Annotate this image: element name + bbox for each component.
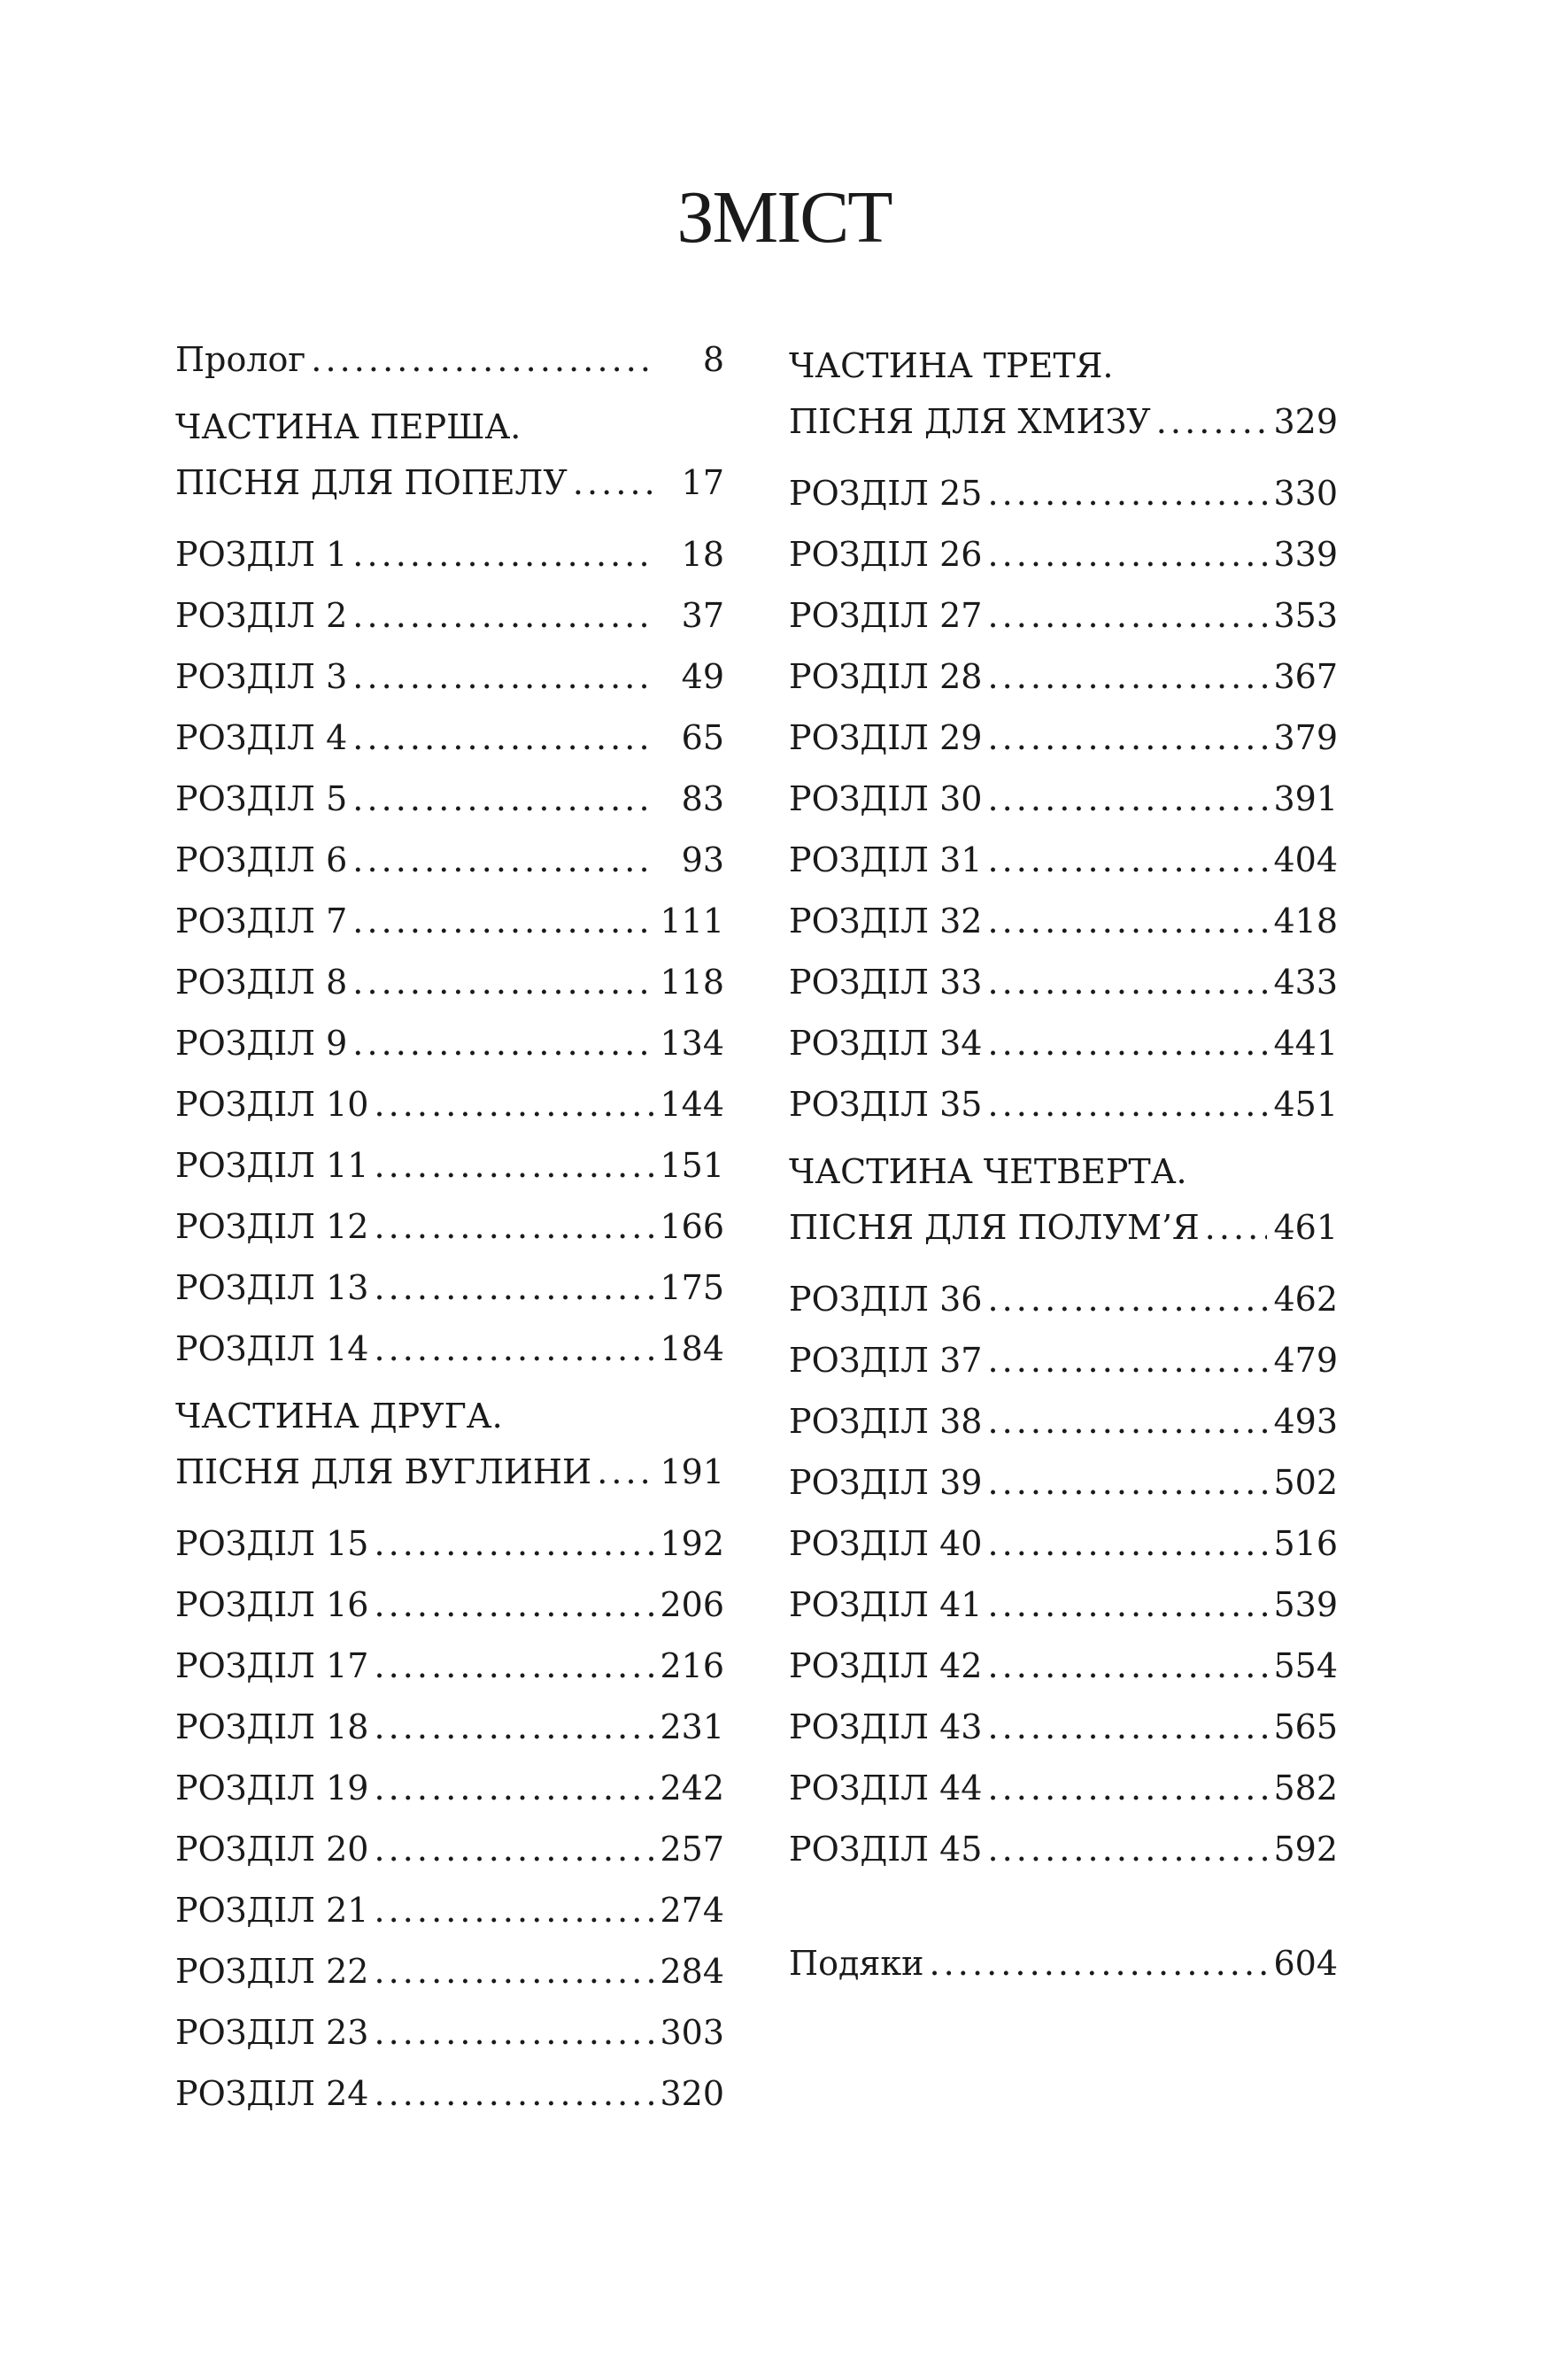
entry-label: ПІСНЯ ДЛЯ ПОПЕЛУ <box>175 463 568 502</box>
toc-entry[interactable] <box>789 1513 1338 1575</box>
entry-label: РОЗДІЛ 32 <box>789 902 983 940</box>
dot-leader <box>374 1074 653 1135</box>
toc-entry[interactable] <box>175 524 724 585</box>
page-number: 441 <box>1273 1024 1338 1063</box>
dot-leader <box>374 1819 653 1880</box>
entry-label: РОЗДІЛ 28 <box>789 657 983 696</box>
toc-entry[interactable] <box>175 1636 724 1697</box>
dot-leader <box>987 830 1267 891</box>
dot-leader <box>573 453 653 514</box>
toc-entry[interactable] <box>175 891 724 952</box>
part-spacer <box>789 1258 1338 1269</box>
toc-entry[interactable] <box>175 830 724 891</box>
entry-label: РОЗДІЛ 20 <box>175 1830 369 1869</box>
dot-leader <box>352 585 653 646</box>
toc-entry[interactable] <box>175 585 724 646</box>
entry-label: РОЗДІЛ 33 <box>789 963 983 1002</box>
page-number: 592 <box>1273 1830 1338 1869</box>
toc-entry[interactable] <box>175 1013 724 1074</box>
dot-leader <box>352 952 653 1013</box>
toc-entry[interactable] <box>175 1819 724 1880</box>
entry-label: РОЗДІЛ 25 <box>789 474 983 513</box>
page-number: 175 <box>660 1268 724 1307</box>
page-number: 451 <box>1273 1085 1338 1124</box>
toc-entry[interactable] <box>175 1258 724 1319</box>
part-heading: ЧАСТИНА ЧЕТВЕРТА. <box>789 1152 1187 1191</box>
entry-label: РОЗДІЛ 45 <box>789 1830 983 1869</box>
toc-entry[interactable] <box>175 1513 724 1575</box>
dot-leader <box>1205 1197 1267 1258</box>
entry-label: РОЗДІЛ 16 <box>175 1585 369 1624</box>
page-number: 418 <box>1273 902 1338 940</box>
dot-leader <box>374 1697 653 1758</box>
toc-entry[interactable] <box>789 1575 1338 1636</box>
page-number: 134 <box>660 1024 724 1063</box>
entry-label: РОЗДІЛ 8 <box>175 963 348 1002</box>
toc-entry[interactable] <box>789 463 1338 524</box>
entry-label: Подяки <box>789 1944 924 1983</box>
toc-part-entry[interactable] <box>175 1442 724 1503</box>
entry-label: РОЗДІЛ 40 <box>789 1524 983 1563</box>
page-number: 111 <box>660 902 724 940</box>
dot-leader <box>374 2002 653 2063</box>
page-number: 49 <box>681 657 724 696</box>
toc-entry[interactable] <box>789 585 1338 646</box>
entry-label: РОЗДІЛ 18 <box>175 1707 369 1746</box>
page-number: 461 <box>1273 1208 1338 1247</box>
entry-label: ПІСНЯ ДЛЯ ПОЛУМ’Я <box>789 1208 1200 1247</box>
entry-label: РОЗДІЛ 24 <box>175 2074 369 2113</box>
dot-leader <box>987 1074 1267 1135</box>
page-number: 493 <box>1273 1402 1338 1441</box>
page-number: 565 <box>1273 1707 1338 1746</box>
toc-entry[interactable] <box>789 891 1338 952</box>
part-heading: ЧАСТИНА ДРУГА. <box>175 1397 503 1436</box>
dot-leader <box>987 1758 1267 1819</box>
dot-leader <box>374 1941 653 2002</box>
page-number: 391 <box>1273 779 1338 818</box>
entry-label: РОЗДІЛ 1 <box>175 535 348 574</box>
entry-label: РОЗДІЛ 42 <box>789 1646 983 1685</box>
dot-leader <box>987 463 1267 524</box>
toc-entry[interactable] <box>175 1575 724 1636</box>
entry-label: РОЗДІЛ 15 <box>175 1524 369 1563</box>
entry-label: РОЗДІЛ 11 <box>175 1146 369 1185</box>
toc-entry[interactable] <box>789 769 1338 830</box>
entry-label: РОЗДІЛ 38 <box>789 1402 983 1441</box>
part-heading: ЧАСТИНА ТРЕТЯ. <box>789 346 1114 385</box>
dot-leader <box>987 1697 1267 1758</box>
dot-leader <box>374 1575 653 1636</box>
page-number: 367 <box>1273 657 1338 696</box>
page-number: 284 <box>660 1952 724 1991</box>
toc-left-column <box>175 329 724 2125</box>
dot-leader <box>352 769 653 830</box>
dot-leader <box>352 646 653 708</box>
entry-label: РОЗДІЛ 7 <box>175 902 348 940</box>
toc-entry[interactable] <box>175 1319 724 1380</box>
entry-label: РОЗДІЛ 31 <box>789 840 983 879</box>
toc-entry[interactable] <box>789 1636 1338 1697</box>
entry-label: РОЗДІЛ 21 <box>175 1891 369 1930</box>
toc-entry[interactable] <box>789 1933 1338 1994</box>
entry-label: РОЗДІЛ 2 <box>175 596 348 635</box>
toc-entry[interactable] <box>789 1391 1338 1452</box>
entry-label: РОЗДІЛ 34 <box>789 1024 983 1063</box>
page-number: 184 <box>660 1329 724 1368</box>
toc-entry[interactable] <box>175 1135 724 1196</box>
dot-leader <box>352 830 653 891</box>
toc-entry[interactable] <box>175 1074 724 1135</box>
page-number: 604 <box>1273 1944 1338 1983</box>
part-spacer <box>175 1503 724 1513</box>
part-spacer <box>789 453 1338 463</box>
toc-entry[interactable] <box>789 1819 1338 1880</box>
entry-label: РОЗДІЛ 41 <box>789 1585 983 1624</box>
entry-label: РОЗДІЛ 9 <box>175 1024 348 1063</box>
toc-entry[interactable] <box>789 708 1338 769</box>
dot-leader <box>987 952 1267 1013</box>
page-number: 539 <box>1273 1585 1338 1624</box>
dot-leader <box>374 1758 653 1819</box>
dot-leader <box>987 1513 1267 1575</box>
page-number: 37 <box>681 596 724 635</box>
page-number: 242 <box>660 1769 724 1807</box>
dot-leader <box>374 1258 653 1319</box>
part-spacer <box>175 514 724 524</box>
entry-label: РОЗДІЛ 14 <box>175 1329 369 1368</box>
entry-label: РОЗДІЛ 6 <box>175 840 348 879</box>
toc-entry[interactable] <box>175 2002 724 2063</box>
page-number: 206 <box>660 1585 724 1624</box>
page-number: 582 <box>1273 1769 1338 1807</box>
dot-leader <box>987 1013 1267 1074</box>
dot-leader <box>929 1933 1267 1994</box>
entry-label: РОЗДІЛ 22 <box>175 1952 369 1991</box>
toc-part-entry[interactable] <box>789 391 1338 453</box>
entry-label: РОЗДІЛ 3 <box>175 657 348 696</box>
dot-leader <box>987 1575 1267 1636</box>
toc-entry[interactable] <box>789 524 1338 585</box>
entry-label: РОЗДІЛ 26 <box>789 535 983 574</box>
section-spacer <box>789 1880 1338 1933</box>
page-number: 516 <box>1273 1524 1338 1563</box>
dot-leader <box>987 708 1267 769</box>
entry-label: РОЗДІЛ 39 <box>789 1463 983 1502</box>
page-number: 379 <box>1273 718 1338 757</box>
page-number: 144 <box>660 1085 724 1124</box>
dot-leader <box>374 1319 653 1380</box>
dot-leader <box>352 891 653 952</box>
entry-label: РОЗДІЛ 43 <box>789 1707 983 1746</box>
dot-leader <box>987 1391 1267 1452</box>
toc-entry[interactable] <box>175 952 724 1013</box>
entry-label: РОЗДІЛ 13 <box>175 1268 369 1307</box>
page-number: 330 <box>1273 474 1338 513</box>
page-number: 303 <box>660 2013 724 2052</box>
toc-entry[interactable] <box>175 769 724 830</box>
toc-entry[interactable] <box>175 1880 724 1941</box>
toc-entry[interactable] <box>789 1269 1338 1330</box>
dot-leader <box>374 1196 653 1258</box>
entry-label: РОЗДІЛ 35 <box>789 1085 983 1124</box>
toc-entry[interactable] <box>789 1330 1338 1391</box>
page-number: 257 <box>660 1830 724 1869</box>
page-number: 93 <box>681 840 724 879</box>
page-number: 329 <box>1273 402 1338 441</box>
entry-label: РОЗДІЛ 36 <box>789 1280 983 1319</box>
page-number: 65 <box>681 718 724 757</box>
toc-right-column <box>789 329 1338 1994</box>
dot-leader <box>597 1442 653 1503</box>
page-number: 8 <box>702 340 724 379</box>
page-number: 320 <box>660 2074 724 2113</box>
page-number: 151 <box>660 1146 724 1185</box>
dot-leader <box>352 524 653 585</box>
page-number: 216 <box>660 1646 724 1685</box>
toc-entry[interactable] <box>789 830 1338 891</box>
dot-leader <box>987 1330 1267 1391</box>
page-number: 353 <box>1273 596 1338 635</box>
dot-leader <box>374 1636 653 1697</box>
toc-entry[interactable] <box>175 329 724 391</box>
page-number: 502 <box>1273 1463 1338 1502</box>
page-number: 433 <box>1273 963 1338 1002</box>
toc-entry[interactable] <box>175 1697 724 1758</box>
entry-label: РОЗДІЛ 30 <box>789 779 983 818</box>
dot-leader <box>987 1636 1267 1697</box>
toc-entry[interactable] <box>789 1452 1338 1513</box>
dot-leader <box>374 1135 653 1196</box>
dot-leader <box>987 891 1267 952</box>
dot-leader <box>374 1513 653 1575</box>
entry-label: РОЗДІЛ 29 <box>789 718 983 757</box>
toc-entry[interactable] <box>789 1013 1338 1074</box>
dot-leader <box>374 1880 653 1941</box>
entry-label: РОЗДІЛ 12 <box>175 1207 369 1246</box>
page-number: 479 <box>1273 1341 1338 1380</box>
entry-label: ПІСНЯ ДЛЯ ВУГЛИНИ <box>175 1452 592 1491</box>
toc-entry[interactable] <box>175 708 724 769</box>
dot-leader <box>987 524 1267 585</box>
entry-label: РОЗДІЛ 23 <box>175 2013 369 2052</box>
page-number: 166 <box>660 1207 724 1246</box>
toc-part-entry[interactable] <box>175 453 724 514</box>
entry-label: РОЗДІЛ 10 <box>175 1085 369 1124</box>
page-title: ЗМІСТ <box>676 176 892 259</box>
toc-entry[interactable] <box>789 1074 1338 1135</box>
entry-label: РОЗДІЛ 4 <box>175 718 348 757</box>
dot-leader <box>987 646 1267 708</box>
page-number: 339 <box>1273 535 1338 574</box>
toc-part-entry[interactable] <box>789 1197 1338 1258</box>
page-number: 192 <box>660 1524 724 1563</box>
entry-label: РОЗДІЛ 27 <box>789 596 983 635</box>
part-heading: ЧАСТИНА ПЕРША. <box>175 407 521 446</box>
toc-entry[interactable] <box>175 646 724 708</box>
dot-leader <box>987 1452 1267 1513</box>
entry-label: ПІСНЯ ДЛЯ ХМИЗУ <box>789 402 1151 441</box>
page-number: 274 <box>660 1891 724 1930</box>
entry-label: РОЗДІЛ 19 <box>175 1769 369 1807</box>
page-number: 118 <box>660 963 724 1002</box>
toc-entry[interactable] <box>789 1697 1338 1758</box>
dot-leader <box>987 1819 1267 1880</box>
page-number: 191 <box>660 1452 724 1491</box>
entry-label: Пролог <box>175 340 306 379</box>
entry-label: РОЗДІЛ 44 <box>789 1769 983 1807</box>
page-number: 231 <box>660 1707 724 1746</box>
page-number: 554 <box>1273 1646 1338 1685</box>
toc-entry[interactable] <box>789 1758 1338 1819</box>
dot-leader <box>987 585 1267 646</box>
entry-label: РОЗДІЛ 37 <box>789 1341 983 1380</box>
page-number: 462 <box>1273 1280 1338 1319</box>
page-number: 18 <box>681 535 724 574</box>
dot-leader <box>987 1269 1267 1330</box>
entry-label: РОЗДІЛ 5 <box>175 779 348 818</box>
toc-entry[interactable] <box>175 1941 724 2002</box>
toc-entry[interactable] <box>175 2063 724 2125</box>
page-number: 17 <box>681 463 724 502</box>
dot-leader <box>1156 391 1267 453</box>
dot-leader <box>374 2063 653 2125</box>
entry-label: РОЗДІЛ 17 <box>175 1646 369 1685</box>
dot-leader <box>311 329 653 391</box>
dot-leader <box>352 1013 653 1074</box>
toc-entry[interactable] <box>175 1196 724 1258</box>
dot-leader <box>987 769 1267 830</box>
toc-entry[interactable] <box>789 646 1338 708</box>
toc-entry[interactable] <box>175 1758 724 1819</box>
page-number: 404 <box>1273 840 1338 879</box>
toc-entry[interactable] <box>789 952 1338 1013</box>
page-number: 83 <box>681 779 724 818</box>
dot-leader <box>352 708 653 769</box>
